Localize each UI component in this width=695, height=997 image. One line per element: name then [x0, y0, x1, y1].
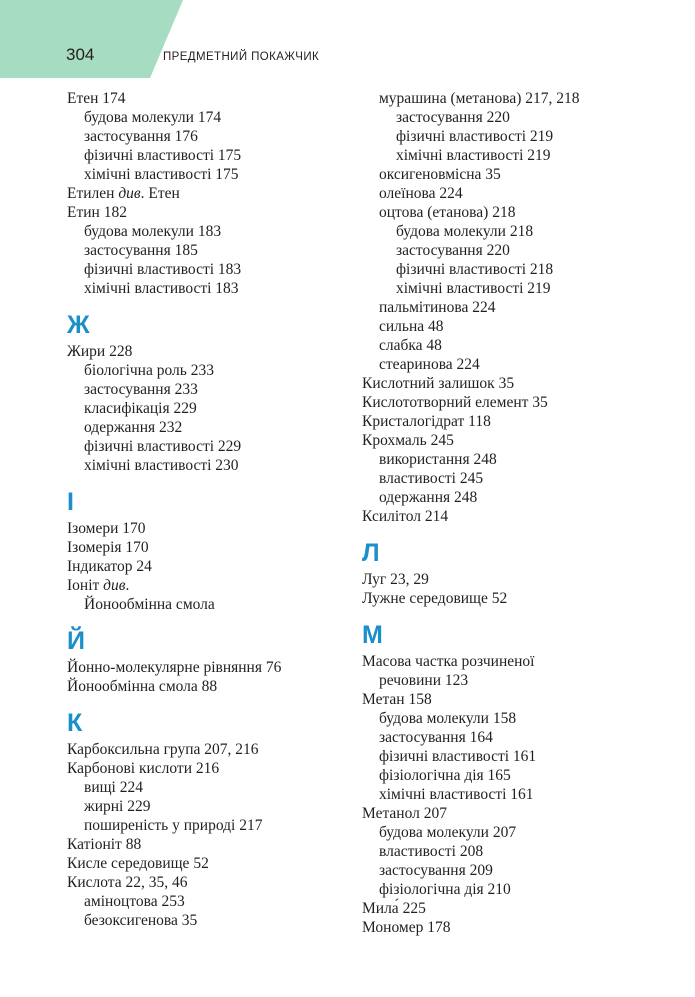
index-subentry: застосування 176: [84, 128, 198, 145]
index-subentry: фізичні властивості 161: [379, 748, 537, 765]
index-subentry: поширеність у природі 217: [84, 817, 263, 834]
index-subentry: хімічні властивості 175: [84, 166, 239, 183]
see-reference: див: [103, 577, 126, 594]
index-subsubentry: застосування 220: [396, 242, 510, 259]
index-entry: Катіоніт 88: [67, 836, 142, 853]
index-subsubentry: будова молекули 218: [396, 223, 534, 240]
index-subentry: стеаринова 224: [379, 356, 480, 373]
section-letter: Й: [67, 627, 85, 655]
index-subentry: хімічні властивості 230: [84, 457, 239, 474]
index-entry: Мила́ 225: [362, 900, 426, 917]
section-letter: Л: [362, 539, 380, 567]
section-letter: М: [362, 621, 383, 649]
index-entry: Масова частка розчиненої: [362, 653, 535, 670]
index-column-right: [362, 89, 682, 937]
index-subentry: фізіологічна дія 165: [379, 767, 511, 784]
running-head: ПРЕДМЕТНИЙ ПОКАЖЧИК: [163, 51, 320, 63]
index-subentry: будова молекули 174: [84, 109, 222, 126]
section-letter: Ж: [67, 311, 90, 339]
index-entry: Йонно-молекулярне рівняння 76: [67, 659, 282, 676]
index-subentry: хімічні властивості 183: [84, 280, 239, 297]
index-entry: Кислота 22, 35, 46: [67, 874, 188, 891]
index-entry: Кисле середовище 52: [67, 855, 209, 872]
index-subentry: слабка 48: [379, 337, 442, 354]
index-subentry: фізіологічна дія 210: [379, 881, 511, 898]
index-subentry: оксигеновмісна 35: [379, 166, 501, 183]
index-entry: Жири 228: [67, 343, 133, 360]
index-column-left: [67, 89, 357, 930]
index-subentry: використання 248: [379, 451, 497, 468]
index-subentry: застосування 233: [84, 381, 198, 398]
index-subentry: біологічна роль 233: [84, 362, 214, 379]
index-subentry: аміноцтова 253: [84, 893, 185, 910]
index-entry: Ксилітол 214: [362, 508, 449, 525]
entry-text: Іоніт: [67, 577, 104, 594]
index-subentry: безоксигенова 35: [84, 912, 198, 929]
index-subentry: сильна 48: [379, 318, 444, 335]
index-entry: Кислототворний елемент 35: [362, 394, 548, 411]
index-subsubentry: фізичні властивості 218: [396, 261, 554, 278]
index-entry: Ізомерія 170: [67, 539, 149, 556]
index-entry: Йонообмінна смола 88: [67, 678, 218, 695]
see-reference: див: [118, 185, 141, 202]
index-entry: Метанол 207: [362, 805, 448, 822]
entry-text: .: [125, 577, 130, 594]
index-subsubentry: застосування 220: [396, 109, 510, 126]
index-subentry: фізичні властивості 183: [84, 261, 242, 278]
index-entry: Індикатор 24: [67, 558, 152, 575]
index-subsubentry: хімічні властивості 219: [396, 280, 551, 297]
index-entry-crossref: [67, 576, 357, 595]
index-subentry: одержання 232: [84, 419, 183, 436]
index-subentry: пальмітинова 224: [379, 299, 496, 316]
index-subentry: властивості 245: [379, 470, 484, 487]
index-subentry: одержання 248: [379, 489, 478, 506]
index-entry-crossref: [67, 184, 357, 203]
index-subentry: застосування 209: [379, 862, 493, 879]
index-subentry: оцтова (етанова) 218: [379, 204, 516, 221]
index-subentry: фізичні властивості 229: [84, 438, 242, 455]
page-number: 304: [66, 45, 95, 64]
entry-text: . Етен: [140, 185, 180, 202]
index-subentry: класифікація 229: [84, 400, 197, 417]
index-subentry: застосування 185: [84, 242, 198, 259]
entry-text: Етилен: [67, 185, 119, 202]
index-subentry: будова молекули 207: [379, 824, 517, 841]
index-subentry: застосування 164: [379, 729, 493, 746]
index-entry: Мономер 178: [362, 919, 451, 936]
index-subentry: олеїнова 224: [379, 185, 463, 202]
section-letter: І: [67, 488, 74, 516]
index-entry: Луг 23, 29: [362, 571, 429, 588]
index-subentry: хімічні властивості 161: [379, 786, 534, 803]
index-subsubentry: фізичні властивості 219: [396, 128, 554, 145]
index-entry: Кислотний залишок 35: [362, 375, 515, 392]
index-subentry: властивості 208: [379, 843, 484, 860]
index-subentry: фізичні властивості 175: [84, 147, 242, 164]
index-entry: Кристалогідрат 118: [362, 413, 491, 430]
index-entry: Лужне середовище 52: [362, 590, 508, 607]
header-tab: [0, 0, 183, 78]
index-entry: Карбонові кислоти 216: [67, 760, 220, 777]
index-entry: Метан 158: [362, 691, 432, 708]
index-entry: Етин 182: [67, 204, 127, 221]
index-subsubentry: хімічні властивості 219: [396, 147, 551, 164]
index-entry: Крохмаль 245: [362, 432, 454, 449]
index-entry: Карбоксильна група 207, 216: [67, 741, 259, 758]
section-letter: К: [67, 709, 83, 737]
index-entry-continuation: Йонообмінна смола: [84, 596, 215, 613]
index-subentry: будова молекули 158: [379, 710, 517, 727]
index-subentry: жирні 229: [84, 798, 151, 815]
index-subentry: будова молекули 183: [84, 223, 222, 240]
index-subentry: мурашина (метанова) 217, 218: [379, 90, 580, 107]
index-entry: Етен 174: [67, 90, 126, 107]
index-entry: Ізомери 170: [67, 520, 146, 537]
index-entry-continuation: речовини 123: [379, 672, 469, 689]
index-subentry: вищі 224: [84, 779, 143, 796]
